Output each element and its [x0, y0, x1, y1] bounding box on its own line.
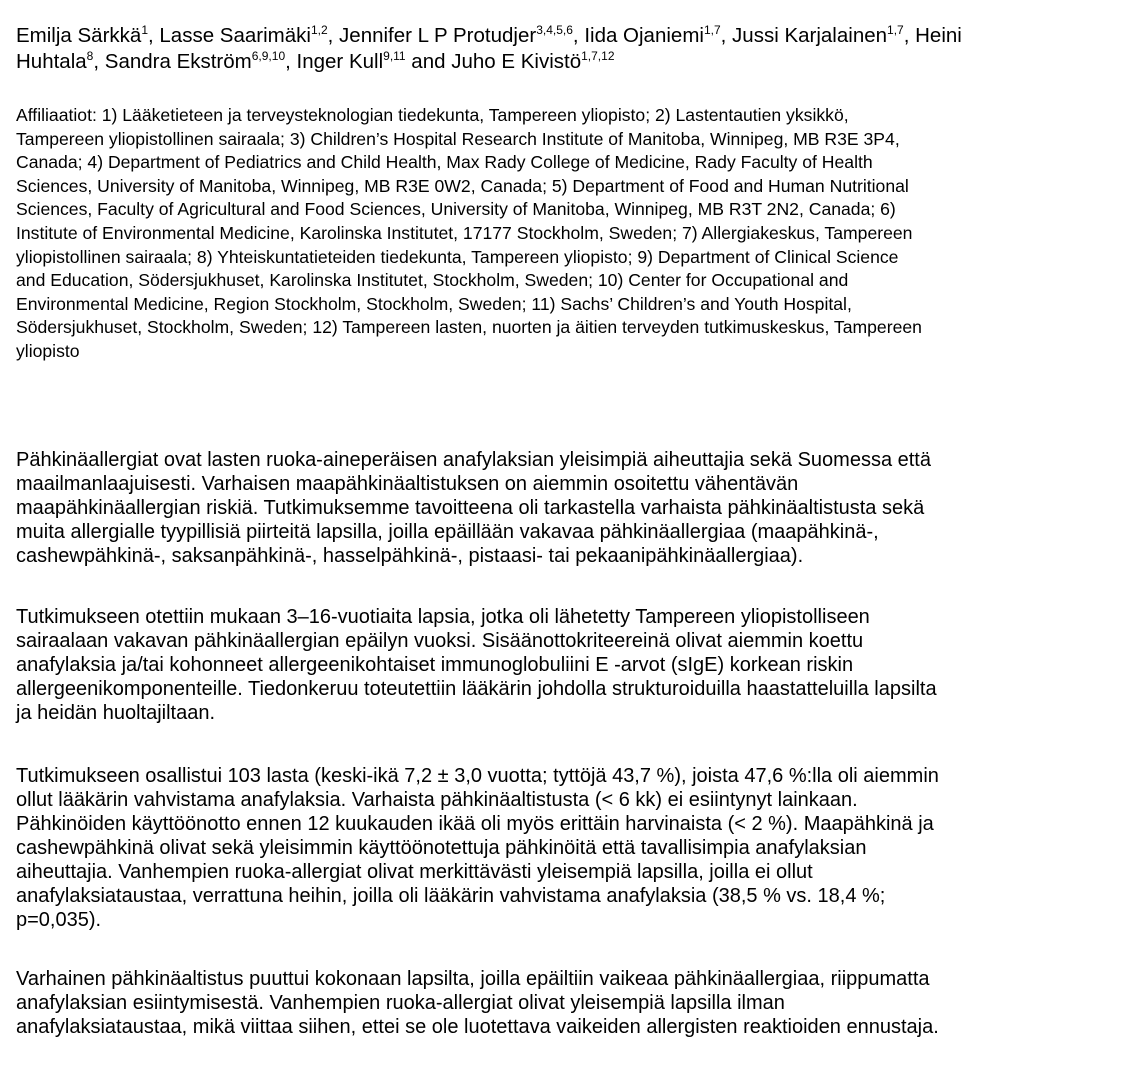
text-line: anafylaksia ja/tai kohonneet allergeenikohtaiset immunoglobuliini E -arvot (sIgE) korkean riskin: [16, 654, 854, 676]
text-line: anafylaksiataustaa, verrattuna heihin, joilla oli lääkärin vahvistama anafylaksia (38,5 % vs. 18,4 %;: [16, 885, 886, 907]
text-line: Affiliaatiot: 1) Lääketieteen ja terveysteknologian tiedekunta, Tampereen yliopisto; 2) Lastentautien yksikkö,: [16, 105, 849, 125]
author-separator: and: [405, 50, 452, 73]
text-line: sairaalaan vakavan pähkinäallergian epäilyn vuoksi. Sisäänottokriteereinä olivat aiemmin koettu: [16, 630, 864, 652]
author-name: Inger Kull: [296, 50, 384, 73]
text-line: Pähkinöiden käyttöönotto ennen 12 kuukauden ikää oli myös erittäin harvinaista (< 2 %). Maapähkinä ja: [16, 813, 934, 835]
affiliation-superscript: 1: [141, 23, 148, 37]
author-list: [16, 23, 1106, 75]
text-line: and Education, Södersjukhuset, Karolinska Institutet, Stockholm, Sweden; 10) Center for Occupational and: [16, 270, 849, 291]
text-line: Sciences, Faculty of Agricultural and Food Sciences, University of Manitoba, Winnipeg, MB R3T 2N2, Canada; 6): [16, 199, 896, 220]
affiliation-superscript: 8: [86, 49, 94, 63]
affiliation-superscript: 1,7: [887, 23, 904, 37]
text-line: ja heidän huoltajiltaan.: [16, 702, 216, 724]
author-name: Lasse Saarimäki: [159, 24, 311, 47]
abstract-paragraph-methods: [16, 605, 1113, 725]
abstract-paragraph-results: [16, 764, 1113, 932]
affiliation-superscript: 3,4,5,6: [536, 23, 573, 37]
text-line: ollut lääkärin vahvistama anafylaksia. Varhaista pähkinäaltistusta (< 6 kk) ei esiintynyt lainkaan.: [16, 789, 858, 811]
affiliation-superscript: 1,2: [310, 23, 328, 37]
author-separator: ,: [720, 24, 733, 47]
text-line: Tutkimukseen osallistui 103 lasta (keski-ikä 7,2 ± 3,0 vuotta; tyttöjä 43,7 %), joista 47,6 %:lla oli aiemmin: [16, 765, 939, 787]
affiliation-superscript: 1,7: [703, 23, 721, 37]
text-line: allergeenikomponenteille. Tiedonkeruu toteutettiin lääkärin johdolla strukturoiduilla haastatteluilla lapsilta: [16, 678, 937, 700]
abstract-paragraph-background: [16, 448, 1113, 568]
text-line: Pähkinäallergiat ovat lasten ruoka-aineperäisen anafylaksian yleisimpiä aiheuttajia sekä Suomessa että: [16, 449, 931, 471]
author-name: Heini Huhtala: [16, 24, 962, 73]
author-separator: ,: [148, 24, 160, 47]
text-line: yliopistollinen sairaala; 8) Yhteiskuntatieteiden tiedekunta, Tampereen yliopisto; 9) Department of Clinical Science: [16, 246, 899, 267]
text-line: cashewpähkinä olivat sekä yleisimmin käyttöönotettuja pähkinöitä että tavallisimpia anafylaksian: [16, 837, 867, 859]
text-line: yliopisto: [16, 340, 80, 361]
text-line: Environmental Medicine, Region Stockholm, Stockholm, Sweden; 11) Sachs’ Children’s and Youth Hospital,: [16, 293, 852, 314]
author-separator: ,: [327, 24, 340, 47]
affiliation-superscript: 6,9,10: [251, 49, 286, 63]
text-line: aiheuttajia. Vanhempien ruoka-allergiat olivat merkittävästi yleisempiä lapsilla, joilla ei ollut: [16, 861, 813, 883]
abstract-paragraph-conclusions: [16, 967, 1113, 1039]
author-name: Jussi Karjalainen: [732, 24, 888, 47]
author-name: Emilja Särkkä: [16, 24, 142, 47]
text-line: p=0,035).: [16, 909, 102, 931]
author-name: Juho E Kivistö: [451, 50, 582, 73]
text-line: Södersjukhuset, Stockholm, Sweden; 12) Tampereen lasten, nuorten ja äitien terveyden tutkimuskeskus, Tampereen: [16, 317, 922, 338]
text-line: cashewpähkinä-, saksanpähkinä-, hasselpähkinä-, pistaasi- tai pekaanipähkinäallergiaa).: [16, 545, 804, 567]
author-name: Sandra Ekström: [104, 50, 252, 73]
text-line: muita allergialle tyypillisiä piirteitä lapsilla, joilla epäillään vakavaa pähkinäallergiaa (maapähkinä-,: [16, 521, 879, 543]
text-line: Sciences, University of Manitoba, Winnipeg, MB R3E 0W2, Canada; 5) Department of Food and Human Nutritional: [16, 175, 909, 196]
author-separator: ,: [572, 24, 585, 47]
text-line: maailmanlaajuisesti. Varhaisen maapähkinäaltistuksen on aiemmin osoitettu vähentävän: [16, 473, 799, 495]
affiliation-superscript: 1,7,12: [581, 49, 615, 63]
text-line: Institute of Environmental Medicine, Karolinska Institutet, 17177 Stockholm, Sweden; 7) Allergiakeskus, Tampereen: [16, 222, 913, 243]
author-separator: ,: [93, 50, 105, 73]
author-separator: ,: [903, 24, 916, 47]
text-line: Varhainen pähkinäaltistus puuttui kokonaan lapsilta, joilla epäiltiin vaikeaa pähkinäallergiaa, riippumatta: [16, 968, 930, 990]
author-name: Iida Ojaniemi: [584, 24, 704, 47]
text-line: Canada; 4) Department of Pediatrics and Child Health, Max Rady College of Medicine, Rady Faculty of Health: [16, 152, 873, 173]
author-name: Jennifer L P Protudjer: [339, 24, 537, 47]
affiliation-superscript: 9,11: [383, 49, 406, 63]
text-line: Tampereen yliopistollinen sairaala; 3) Children’s Hospital Research Institute of Manitoba, Winnipeg, MB R3E 3P4,: [16, 128, 900, 149]
text-line: anafylaksiataustaa, mikä viittaa siihen, ettei se ole luotettava vaikeiden allergisten reaktioiden ennustaja.: [16, 1016, 939, 1038]
text-line: anafylaksian esiintymisestä. Vanhempien ruoka-allergiat olivat yleisempiä lapsilla ilman: [16, 992, 785, 1014]
text-line: Tutkimukseen otettiin mukaan 3–16-vuotiaita lapsia, jotka oli lähetetty Tampereen yliopistolliseen: [16, 606, 870, 628]
affiliations: [16, 104, 1113, 364]
author-separator: ,: [285, 50, 297, 73]
text-line: maapähkinäallergian riskiä. Tutkimuksemme tavoitteena oli tarkastella varhaista pähkinäaltistusta sekä: [16, 497, 925, 519]
